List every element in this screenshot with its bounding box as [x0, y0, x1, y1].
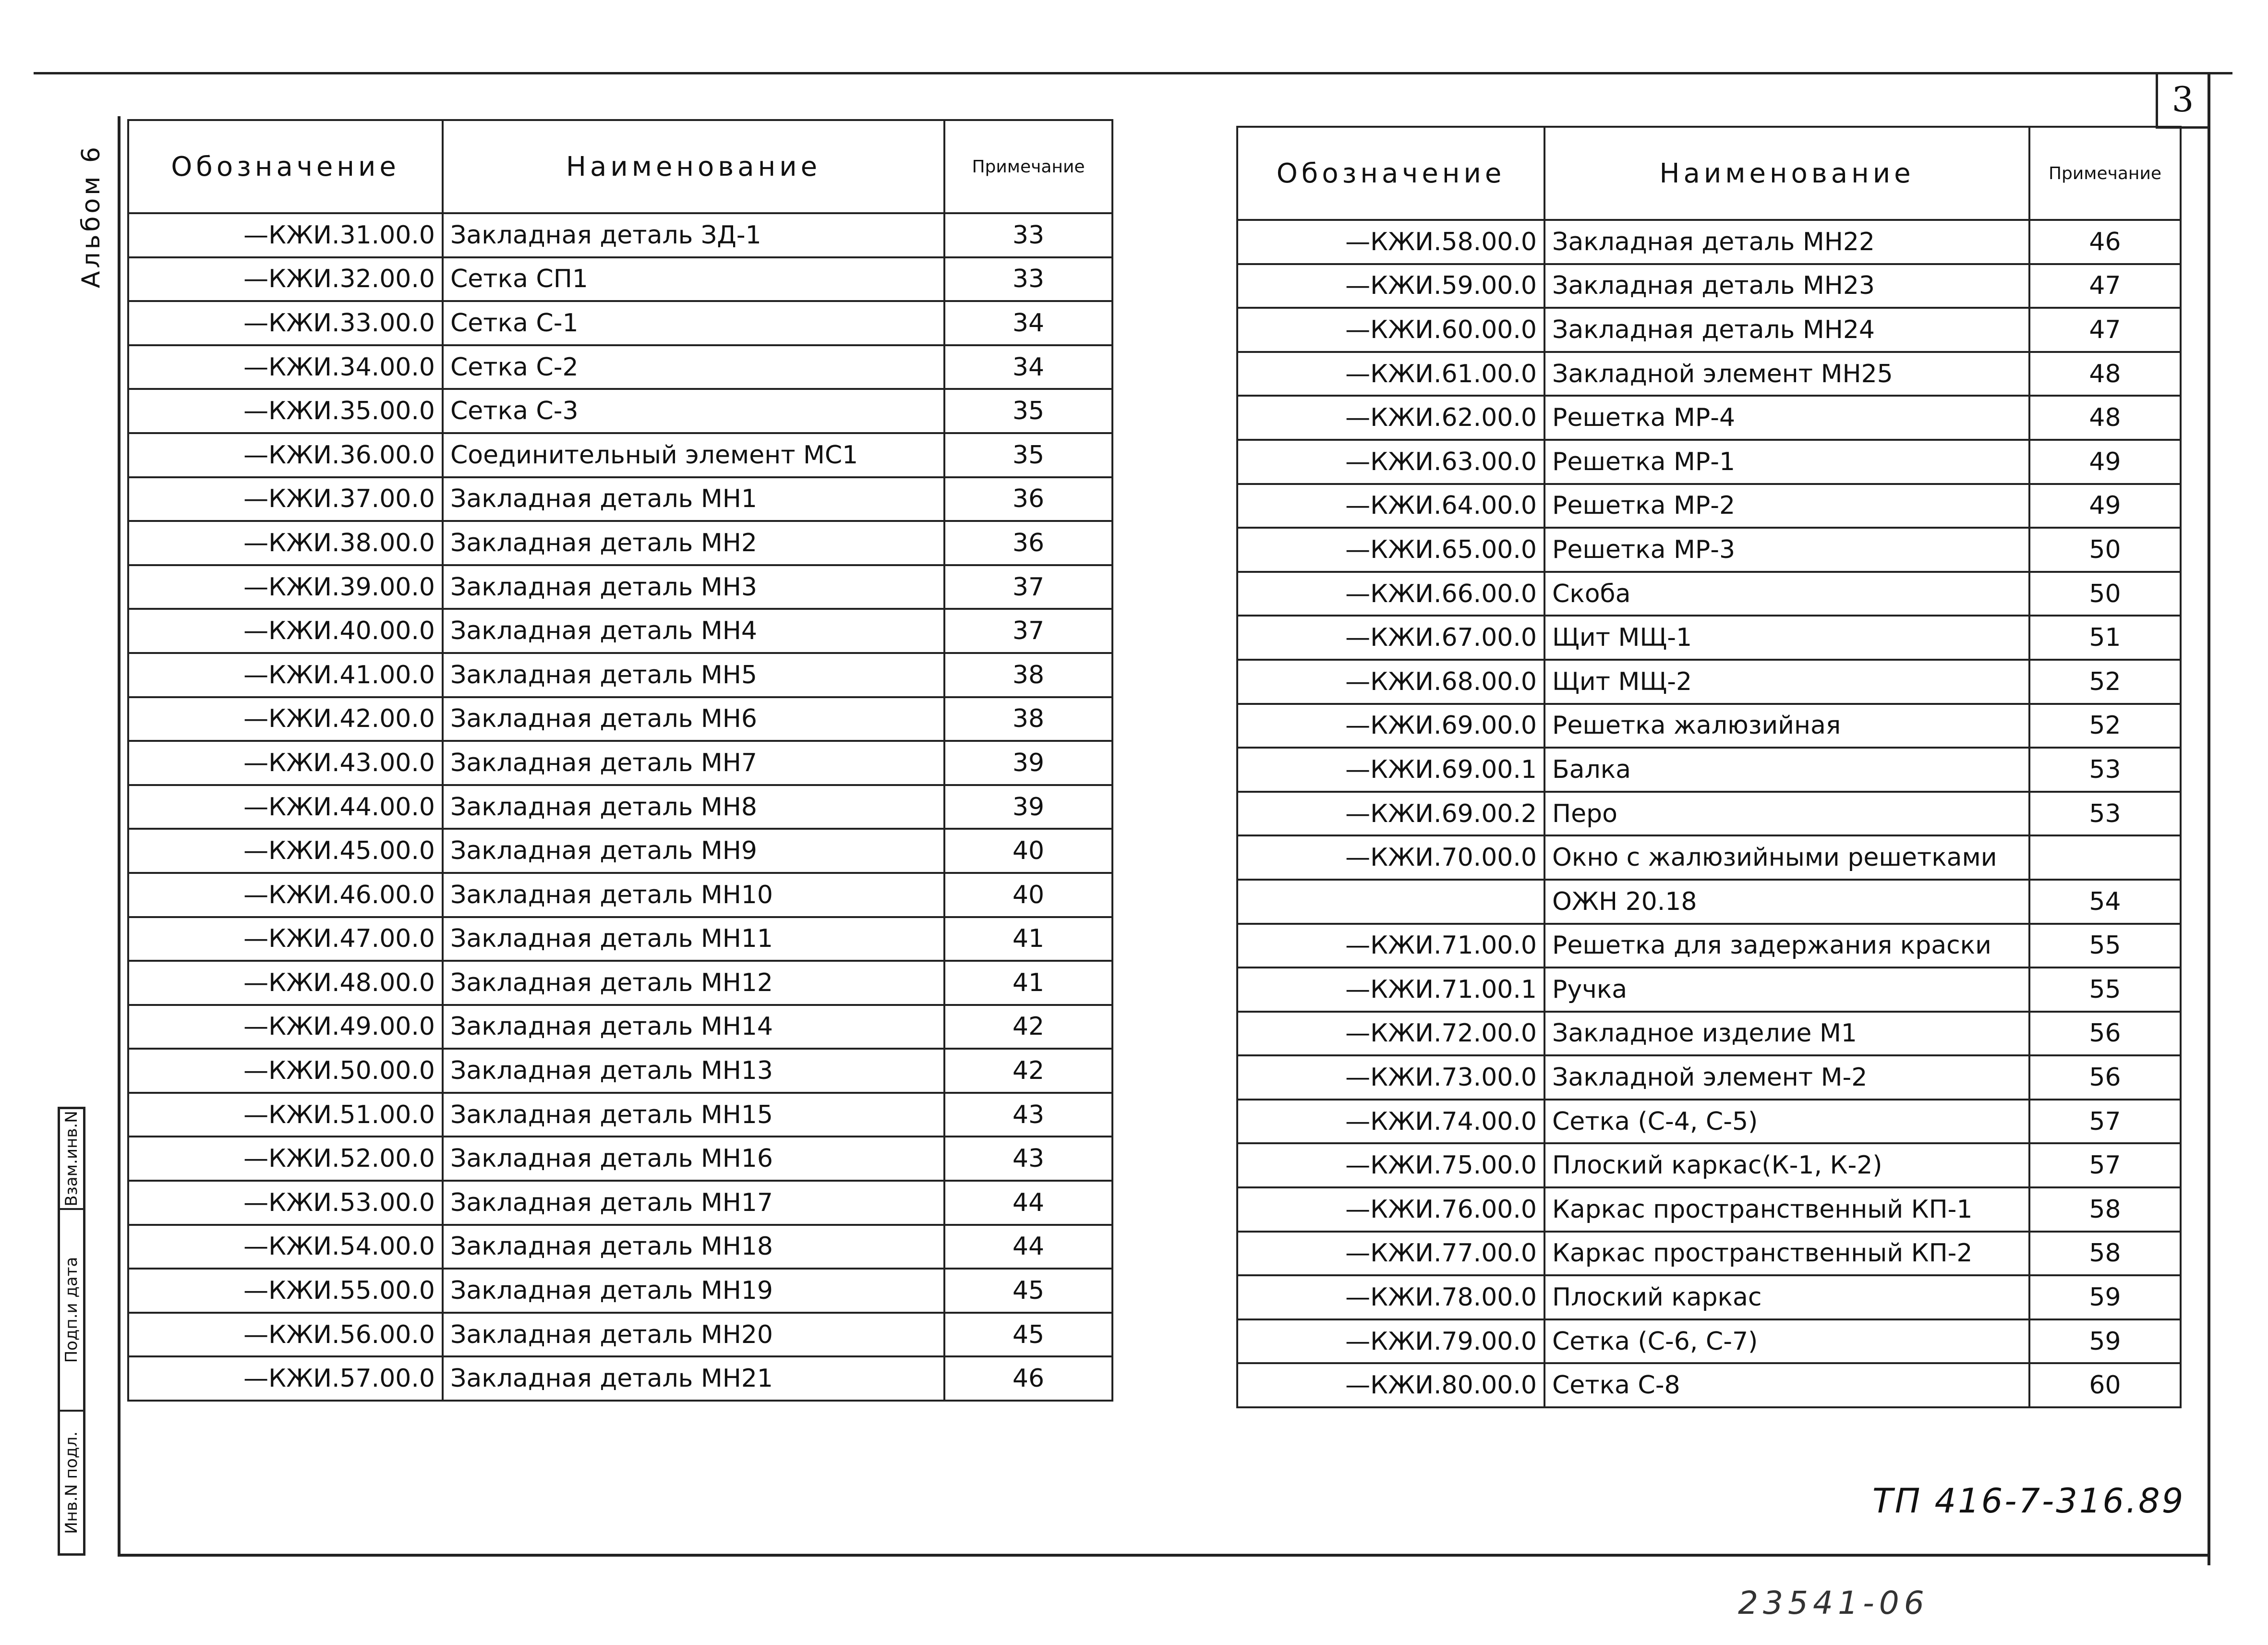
table-row — [128, 741, 1112, 785]
page-cell: 55 — [2029, 968, 2181, 1012]
page-cell: 55 — [2029, 924, 2181, 968]
name-cell: Закладная деталь МН20 — [443, 1313, 944, 1357]
album-label-text: Альбом 6 — [77, 144, 106, 289]
name-cell: Закладной элемент М-2 — [1544, 1055, 2029, 1100]
table-row — [1237, 924, 2181, 968]
table-row — [128, 521, 1112, 565]
page-cell: 48 — [2029, 396, 2181, 440]
table-row — [128, 697, 1112, 741]
designation-cell: —КЖИ.64.00.0 — [1237, 484, 1544, 528]
designation-cell: —КЖИ.77.00.0 — [1237, 1232, 1544, 1276]
page-cell: 44 — [944, 1225, 1112, 1269]
page-cell: 47 — [2029, 264, 2181, 308]
designation-cell: —КЖИ.56.00.0 — [128, 1313, 443, 1357]
designation-cell: —КЖИ.68.00.0 — [1237, 660, 1544, 704]
stamp-cell-replace-inv — [60, 1109, 83, 1210]
name-cell: Решетка МР-2 — [1544, 484, 2029, 528]
page-cell: 56 — [2029, 1012, 2181, 1056]
designation-cell: —КЖИ.36.00.0 — [128, 433, 443, 477]
name-cell: Закладная деталь МН24 — [1544, 308, 2029, 352]
name-cell: Скоба — [1544, 572, 2029, 616]
header-designation: Обозначение — [1237, 127, 1544, 220]
name-cell: Закладная деталь ЗД-1 — [443, 213, 944, 257]
page-cell: 38 — [944, 653, 1112, 697]
table-row — [1237, 880, 2181, 924]
page-cell: 39 — [944, 741, 1112, 785]
page-cell: 56 — [2029, 1055, 2181, 1100]
page-cell: 58 — [2029, 1187, 2181, 1232]
stamp-label: Подп.и дата — [62, 1257, 81, 1363]
page-cell: 40 — [944, 873, 1112, 917]
name-cell: Закладная деталь МН4 — [443, 609, 944, 653]
stamp-cell-sign-date — [60, 1210, 83, 1412]
page-cell: 41 — [944, 917, 1112, 961]
page-cell: 34 — [944, 301, 1112, 345]
designation-cell: —КЖИ.70.00.0 — [1237, 835, 1544, 880]
name-cell: Перо — [1544, 792, 2029, 836]
table-row — [128, 477, 1112, 521]
designation-cell: —КЖИ.57.00.0 — [128, 1356, 443, 1401]
page-cell: 51 — [2029, 616, 2181, 660]
designation-cell: —КЖИ.71.00.1 — [1237, 968, 1544, 1012]
page-cell: 45 — [944, 1269, 1112, 1313]
table-row — [1237, 748, 2181, 792]
page-cell: 37 — [944, 609, 1112, 653]
table-row — [1237, 1275, 2181, 1319]
page-cell: 57 — [2029, 1100, 2181, 1144]
name-cell: Плоский каркас(К-1, К-2) — [1544, 1143, 2029, 1187]
name-cell: Закладная деталь МН16 — [443, 1137, 944, 1181]
table-row — [128, 961, 1112, 1005]
page-cell — [2029, 835, 2181, 880]
table-row — [1237, 1100, 2181, 1144]
table-row — [1237, 1363, 2181, 1407]
name-cell: Каркас пространственный КП-2 — [1544, 1232, 2029, 1276]
table-row — [128, 829, 1112, 873]
table-row — [1237, 1232, 2181, 1276]
frame-left-border — [118, 116, 121, 1557]
table-row — [1237, 968, 2181, 1012]
page-cell: 38 — [944, 697, 1112, 741]
name-cell: Решетка МР-1 — [1544, 440, 2029, 484]
name-cell: Закладная деталь МН13 — [443, 1049, 944, 1093]
designation-cell: —КЖИ.39.00.0 — [128, 565, 443, 609]
designation-cell: —КЖИ.32.00.0 — [128, 257, 443, 302]
designation-cell: —КЖИ.44.00.0 — [128, 785, 443, 829]
name-cell: Решетка для задержания краски — [1544, 924, 2029, 968]
stamp-label: Инв.N подл. — [62, 1431, 81, 1534]
table-row — [1237, 220, 2181, 264]
table-row — [1237, 572, 2181, 616]
page-cell: 49 — [2029, 484, 2181, 528]
designation-cell: —КЖИ.61.00.0 — [1237, 352, 1544, 396]
table-row — [128, 1181, 1112, 1225]
table-row — [128, 1137, 1112, 1181]
designation-cell: —КЖИ.35.00.0 — [128, 389, 443, 433]
name-cell: Закладная деталь МН21 — [443, 1356, 944, 1401]
name-cell: Сетка (С-6, С-7) — [1544, 1319, 2029, 1364]
frame-bottom-border — [118, 1554, 2210, 1557]
designation-cell: —КЖИ.48.00.0 — [128, 961, 443, 1005]
table-row — [128, 1356, 1112, 1401]
table-row — [128, 609, 1112, 653]
name-cell: Закладная деталь МН9 — [443, 829, 944, 873]
designation-cell: —КЖИ.66.00.0 — [1237, 572, 1544, 616]
table-row — [128, 873, 1112, 917]
table-row — [128, 257, 1112, 302]
page-cell: 47 — [2029, 308, 2181, 352]
designation-cell: —КЖИ.75.00.0 — [1237, 1143, 1544, 1187]
page-cell: 36 — [944, 477, 1112, 521]
table-row — [128, 1093, 1112, 1137]
page-cell: 42 — [944, 1005, 1112, 1049]
table-row — [1237, 308, 2181, 352]
page-cell: 59 — [2029, 1275, 2181, 1319]
name-cell: Закладная деталь МН18 — [443, 1225, 944, 1269]
page-cell: 52 — [2029, 704, 2181, 748]
table-row — [128, 917, 1112, 961]
name-cell: Закладная деталь МН19 — [443, 1269, 944, 1313]
table-row — [1237, 704, 2181, 748]
header-note: Примечание — [944, 120, 1112, 213]
name-cell: Сетка С-3 — [443, 389, 944, 433]
designation-cell: —КЖИ.40.00.0 — [128, 609, 443, 653]
table-row — [1237, 528, 2181, 572]
designation-cell: —КЖИ.47.00.0 — [128, 917, 443, 961]
table-header-row — [1237, 127, 2181, 220]
table-row — [128, 1005, 1112, 1049]
table-row — [1237, 1055, 2181, 1100]
designation-cell: —КЖИ.65.00.0 — [1237, 528, 1544, 572]
designation-cell: —КЖИ.34.00.0 — [128, 345, 443, 389]
table-row — [128, 345, 1112, 389]
designation-cell: —КЖИ.74.00.0 — [1237, 1100, 1544, 1144]
designation-cell: —КЖИ.53.00.0 — [128, 1181, 443, 1225]
page-cell: 44 — [944, 1181, 1112, 1225]
page-cell: 54 — [2029, 880, 2181, 924]
name-cell: Решетка жалюзийная — [1544, 704, 2029, 748]
name-cell: Ручка — [1544, 968, 2029, 1012]
name-cell: Сетка (С-4, С-5) — [1544, 1100, 2029, 1144]
designation-cell: —КЖИ.54.00.0 — [128, 1225, 443, 1269]
table-row — [128, 785, 1112, 829]
register-table-right — [1236, 126, 2182, 1408]
name-cell: Закладная деталь МН17 — [443, 1181, 944, 1225]
page-cell: 43 — [944, 1093, 1112, 1137]
designation-cell: —КЖИ.37.00.0 — [128, 477, 443, 521]
designation-cell: —КЖИ.67.00.0 — [1237, 616, 1544, 660]
page-cell: 50 — [2029, 572, 2181, 616]
table-row — [128, 653, 1112, 697]
name-cell: Закладная деталь МН6 — [443, 697, 944, 741]
name-cell: Решетка МР-3 — [1544, 528, 2029, 572]
page-cell: 46 — [2029, 220, 2181, 264]
page-cell: 60 — [2029, 1363, 2181, 1407]
name-cell: Закладная деталь МН23 — [1544, 264, 2029, 308]
designation-cell: —КЖИ.52.00.0 — [128, 1137, 443, 1181]
frame-right-border — [2208, 72, 2210, 1565]
page-cell: 41 — [944, 961, 1112, 1005]
name-cell: Закладная деталь МН10 — [443, 873, 944, 917]
table-row — [1237, 1319, 2181, 1364]
designation-cell: —КЖИ.79.00.0 — [1237, 1319, 1544, 1364]
table-row — [128, 1225, 1112, 1269]
table-row — [1237, 484, 2181, 528]
table-row — [128, 389, 1112, 433]
page-cell: 45 — [944, 1313, 1112, 1357]
name-cell: Соединительный элемент МС1 — [443, 433, 944, 477]
table-row — [1237, 835, 2181, 880]
name-cell: Закладная деталь МН2 — [443, 521, 944, 565]
page-cell: 52 — [2029, 660, 2181, 704]
table-row — [1237, 396, 2181, 440]
designation-cell: —КЖИ.62.00.0 — [1237, 396, 1544, 440]
table-row — [1237, 792, 2181, 836]
name-cell: Щит МЩ-2 — [1544, 660, 2029, 704]
register-table-left — [127, 119, 1113, 1402]
table-row — [128, 301, 1112, 345]
table-row — [1237, 440, 2181, 484]
header-name: Наименование — [443, 120, 944, 213]
table-row — [128, 1049, 1112, 1093]
name-cell: Закладная деталь МН8 — [443, 785, 944, 829]
table-row — [128, 213, 1112, 257]
name-cell: Закладная деталь МН15 — [443, 1093, 944, 1137]
designation-cell: —КЖИ.42.00.0 — [128, 697, 443, 741]
document-code: ТП 416-7-316.89 — [1872, 1481, 2185, 1521]
page-cell: 35 — [944, 433, 1112, 477]
page-cell: 36 — [944, 521, 1112, 565]
name-cell: Плоский каркас — [1544, 1275, 2029, 1319]
side-stamp — [58, 1107, 85, 1556]
name-cell: Закладная деталь МН7 — [443, 741, 944, 785]
inventory-number: 23541-06 — [1738, 1585, 1929, 1621]
page-cell: 37 — [944, 565, 1112, 609]
designation-cell: —КЖИ.38.00.0 — [128, 521, 443, 565]
name-cell: Закладная деталь МН14 — [443, 1005, 944, 1049]
table-row — [128, 565, 1112, 609]
name-cell: Закладная деталь МН12 — [443, 961, 944, 1005]
designation-cell: —КЖИ.60.00.0 — [1237, 308, 1544, 352]
header-designation: Обозначение — [128, 120, 443, 213]
page-cell: 59 — [2029, 1319, 2181, 1364]
name-cell: Сетка С-8 — [1544, 1363, 2029, 1407]
designation-cell: —КЖИ.80.00.0 — [1237, 1363, 1544, 1407]
table-header-row — [128, 120, 1112, 213]
designation-cell: —КЖИ.59.00.0 — [1237, 264, 1544, 308]
album-label — [72, 134, 110, 298]
designation-cell: —КЖИ.49.00.0 — [128, 1005, 443, 1049]
page-cell: 48 — [2029, 352, 2181, 396]
name-cell: Закладная деталь МН22 — [1544, 220, 2029, 264]
designation-cell: —КЖИ.72.00.0 — [1237, 1012, 1544, 1056]
name-cell: Щит МЩ-1 — [1544, 616, 2029, 660]
table-row — [1237, 1143, 2181, 1187]
page-cell: 57 — [2029, 1143, 2181, 1187]
designation-cell: —КЖИ.58.00.0 — [1237, 220, 1544, 264]
page-cell: 49 — [2029, 440, 2181, 484]
designation-cell: —КЖИ.55.00.0 — [128, 1269, 443, 1313]
designation-cell: —КЖИ.69.00.0 — [1237, 704, 1544, 748]
designation-cell: —КЖИ.33.00.0 — [128, 301, 443, 345]
table-row — [1237, 660, 2181, 704]
name-cell: Решетка МР-4 — [1544, 396, 2029, 440]
designation-cell: —КЖИ.71.00.0 — [1237, 924, 1544, 968]
page-cell: 42 — [944, 1049, 1112, 1093]
name-cell: Каркас пространственный КП-1 — [1544, 1187, 2029, 1232]
page-cell: 39 — [944, 785, 1112, 829]
page-cell: 46 — [944, 1356, 1112, 1401]
designation-cell: —КЖИ.50.00.0 — [128, 1049, 443, 1093]
designation-cell: —КЖИ.43.00.0 — [128, 741, 443, 785]
table-row — [1237, 616, 2181, 660]
table-row — [1237, 264, 2181, 308]
page-cell: 33 — [944, 257, 1112, 302]
table-row — [1237, 1012, 2181, 1056]
name-cell: Сетка СП1 — [443, 257, 944, 302]
name-cell: Сетка С-1 — [443, 301, 944, 345]
stamp-label: Взам.инв.N — [62, 1111, 81, 1207]
top-rule — [34, 72, 2232, 74]
designation-cell: —КЖИ.46.00.0 — [128, 873, 443, 917]
designation-cell — [1237, 880, 1544, 924]
name-cell: ОЖН 20.18 — [1544, 880, 2029, 924]
name-cell: Закладной элемент МН25 — [1544, 352, 2029, 396]
name-cell: Закладная деталь МН11 — [443, 917, 944, 961]
sheet-number: 3 — [2156, 72, 2208, 129]
page-cell: 34 — [944, 345, 1112, 389]
page-cell: 35 — [944, 389, 1112, 433]
page-cell: 50 — [2029, 528, 2181, 572]
page-cell: 40 — [944, 829, 1112, 873]
name-cell: Сетка С-2 — [443, 345, 944, 389]
stamp-cell-inv-orig — [60, 1412, 83, 1553]
page-cell: 58 — [2029, 1232, 2181, 1276]
designation-cell: —КЖИ.41.00.0 — [128, 653, 443, 697]
designation-cell: —КЖИ.69.00.1 — [1237, 748, 1544, 792]
designation-cell: —КЖИ.31.00.0 — [128, 213, 443, 257]
table-row — [128, 1269, 1112, 1313]
page-cell: 53 — [2029, 792, 2181, 836]
name-cell: Закладная деталь МН1 — [443, 477, 944, 521]
designation-cell: —КЖИ.69.00.2 — [1237, 792, 1544, 836]
table-row — [1237, 1187, 2181, 1232]
designation-cell: —КЖИ.51.00.0 — [128, 1093, 443, 1137]
name-cell: Окно с жалюзийными решетками — [1544, 835, 2029, 880]
name-cell: Балка — [1544, 748, 2029, 792]
name-cell: Закладная деталь МН3 — [443, 565, 944, 609]
designation-cell: —КЖИ.63.00.0 — [1237, 440, 1544, 484]
designation-cell: —КЖИ.78.00.0 — [1237, 1275, 1544, 1319]
designation-cell: —КЖИ.76.00.0 — [1237, 1187, 1544, 1232]
page-cell: 53 — [2029, 748, 2181, 792]
page-cell: 43 — [944, 1137, 1112, 1181]
header-note: Примечание — [2029, 127, 2181, 220]
header-name: Наименование — [1544, 127, 2029, 220]
designation-cell: —КЖИ.73.00.0 — [1237, 1055, 1544, 1100]
table-row — [128, 433, 1112, 477]
table-row — [1237, 352, 2181, 396]
table-row — [128, 1313, 1112, 1357]
page-cell: 33 — [944, 213, 1112, 257]
name-cell: Закладная деталь МН5 — [443, 653, 944, 697]
designation-cell: —КЖИ.45.00.0 — [128, 829, 443, 873]
name-cell: Закладное изделие М1 — [1544, 1012, 2029, 1056]
